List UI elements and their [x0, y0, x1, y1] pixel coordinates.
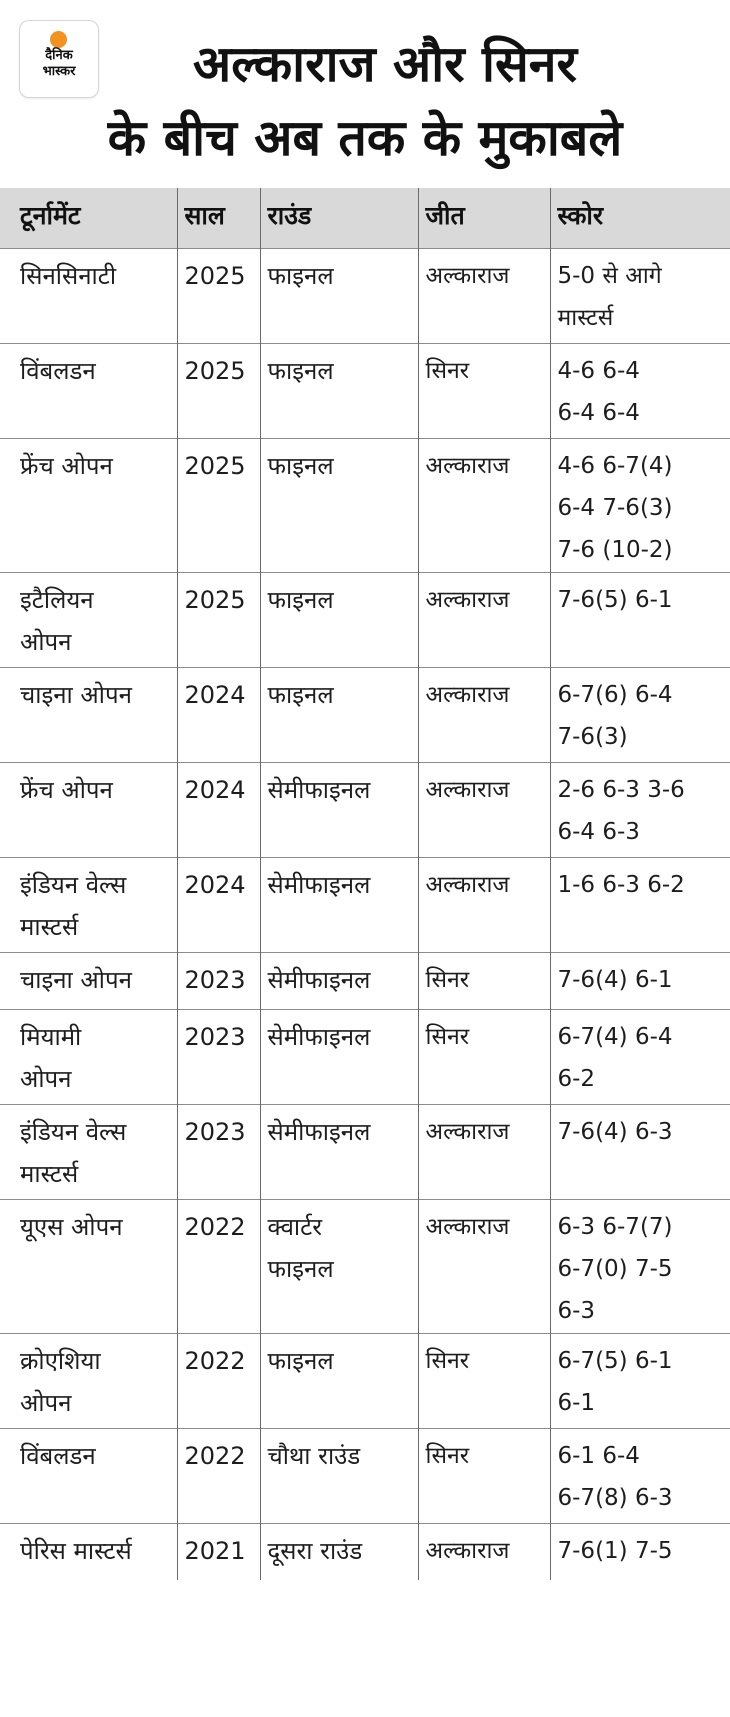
cell-year: 2022 — [177, 1199, 260, 1333]
cell-round-line: फाइनल — [267, 1346, 334, 1375]
cell-year: 2023 — [177, 1009, 260, 1104]
header-score: स्कोर — [550, 188, 730, 248]
cell-tournament-line: मियामी — [20, 1022, 82, 1051]
cell-tournament-line: ओपन — [20, 627, 72, 656]
cell-tournament — [0, 857, 177, 952]
cell-score — [550, 1523, 730, 1580]
cell-score-line: 6-3 6-7(7) — [557, 1213, 673, 1240]
cell-round — [260, 762, 418, 857]
cell-score-line: 7-6 (10-2) — [557, 536, 673, 563]
cell-round-line: चौथा राउंड — [267, 1441, 361, 1470]
cell-score-line: 7-6(1) 7-5 — [557, 1537, 673, 1564]
cell-tournament — [0, 248, 177, 343]
cell-round-line: क्वार्टर — [267, 1212, 323, 1241]
cell-round-line: दूसरा राउंड — [267, 1536, 363, 1565]
cell-year: 2025 — [177, 248, 260, 343]
cell-round — [260, 438, 418, 572]
table-row — [0, 1199, 730, 1333]
cell-tournament-line: विंबलडन — [20, 356, 96, 385]
cell-round — [260, 857, 418, 952]
cell-round — [260, 1428, 418, 1523]
cell-tournament-line: ओपन — [20, 1388, 72, 1417]
cell-round — [260, 1104, 418, 1199]
cell-winner: सिनर — [418, 343, 550, 438]
logo-text-line2: भास्कर — [42, 64, 76, 79]
cell-score-line: 6-1 6-4 — [557, 1442, 640, 1469]
table-body — [0, 248, 730, 1580]
cell-winner: सिनर — [418, 1009, 550, 1104]
cell-tournament-line: मास्टर्स — [20, 1159, 79, 1188]
table-row — [0, 1104, 730, 1199]
cell-round-line: फाइनल — [267, 261, 334, 290]
cell-score-line: 6-4 6-4 — [557, 399, 640, 426]
cell-round — [260, 1523, 418, 1580]
cell-round-line: फाइनल — [267, 585, 334, 614]
cell-round-line: फाइनल — [267, 451, 334, 480]
cell-score — [550, 343, 730, 438]
cell-score-line: 7-6(3) — [557, 723, 628, 750]
cell-score-line: 6-7(5) 6-1 — [557, 1347, 673, 1374]
page-title-line1: अल्काराज और सिनर — [193, 35, 577, 93]
cell-tournament — [0, 1333, 177, 1428]
cell-score-line: 6-4 6-3 — [557, 818, 640, 845]
cell-tournament — [0, 1523, 177, 1580]
cell-tournament-line: विंबलडन — [20, 1441, 96, 1470]
head-to-head-table — [0, 188, 730, 1580]
cell-tournament-line: सिनसिनाटी — [20, 261, 117, 290]
table-row — [0, 1428, 730, 1523]
cell-tournament — [0, 572, 177, 667]
cell-score-line: 6-7(8) 6-3 — [557, 1484, 673, 1511]
cell-tournament-line: मास्टर्स — [20, 912, 79, 941]
cell-round — [260, 1009, 418, 1104]
cell-round — [260, 343, 418, 438]
cell-year: 2024 — [177, 857, 260, 952]
cell-winner: सिनर — [418, 952, 550, 1009]
cell-round — [260, 952, 418, 1009]
cell-tournament-line: यूएस ओपन — [20, 1212, 123, 1241]
cell-score-line: 6-7(6) 6-4 — [557, 681, 673, 708]
cell-score-line: 1-6 6-3 6-2 — [557, 871, 685, 898]
cell-round-line: फाइनल — [267, 680, 334, 709]
cell-score-line: 7-6(5) 6-1 — [557, 586, 673, 613]
cell-round — [260, 572, 418, 667]
cell-score-line: 6-1 — [557, 1389, 596, 1416]
cell-winner: अल्काराज — [418, 1199, 550, 1333]
table-row — [0, 667, 730, 762]
header-year: साल — [177, 188, 260, 248]
cell-score-line: मास्टर्स — [557, 304, 614, 331]
cell-score-line: 6-3 — [557, 1297, 596, 1324]
cell-score-line: 4-6 6-4 — [557, 357, 640, 384]
cell-score — [550, 667, 730, 762]
cell-tournament — [0, 952, 177, 1009]
cell-tournament-line: ओपन — [20, 1064, 72, 1093]
cell-score-line: 6-4 7-6(3) — [557, 494, 673, 521]
cell-tournament — [0, 1009, 177, 1104]
cell-year: 2022 — [177, 1428, 260, 1523]
cell-year: 2024 — [177, 762, 260, 857]
cell-tournament — [0, 343, 177, 438]
cell-winner: सिनर — [418, 1333, 550, 1428]
cell-round-line: फाइनल — [267, 356, 334, 385]
cell-year: 2025 — [177, 438, 260, 572]
cell-tournament — [0, 1428, 177, 1523]
cell-tournament-line: फ्रेंच ओपन — [20, 451, 113, 480]
table-header-row — [0, 188, 730, 248]
logo-text-line1: दैनिक — [45, 48, 73, 63]
cell-round-line: सेमीफाइनल — [267, 1117, 371, 1146]
cell-tournament-line: इंडियन वेल्स — [20, 870, 127, 899]
table-row — [0, 857, 730, 952]
cell-winner: अल्काराज — [418, 438, 550, 572]
cell-score-line: 7-6(4) 6-1 — [557, 966, 673, 993]
cell-round-line: सेमीफाइनल — [267, 775, 371, 804]
header-winner: जीत — [418, 188, 550, 248]
header — [0, 0, 730, 188]
table-row — [0, 248, 730, 343]
cell-round-line: फाइनल — [267, 1254, 334, 1283]
cell-winner: अल्काराज — [418, 667, 550, 762]
cell-score — [550, 1199, 730, 1333]
table-row — [0, 1333, 730, 1428]
cell-score — [550, 572, 730, 667]
cell-score-line: 4-6 6-7(4) — [557, 452, 673, 479]
table-row — [0, 762, 730, 857]
page-title-line2: के बीच अब तक के मुकाबले — [107, 109, 623, 167]
cell-tournament — [0, 438, 177, 572]
cell-tournament-line: इंडियन वेल्स — [20, 1117, 127, 1146]
cell-score — [550, 248, 730, 343]
cell-score-line: 2-6 6-3 3-6 — [557, 776, 685, 803]
table-row — [0, 1523, 730, 1580]
cell-winner: अल्काराज — [418, 1523, 550, 1580]
cell-score — [550, 952, 730, 1009]
cell-winner: अल्काराज — [418, 1104, 550, 1199]
cell-score — [550, 438, 730, 572]
cell-round-line: सेमीफाइनल — [267, 1022, 371, 1051]
cell-year: 2023 — [177, 952, 260, 1009]
cell-score-line: 6-7(4) 6-4 — [557, 1023, 673, 1050]
cell-tournament — [0, 1199, 177, 1333]
cell-year: 2024 — [177, 667, 260, 762]
cell-year: 2023 — [177, 1104, 260, 1199]
cell-winner: अल्काराज — [418, 857, 550, 952]
cell-score-line: 7-6(4) 6-3 — [557, 1118, 673, 1145]
table-row — [0, 438, 730, 572]
cell-year: 2025 — [177, 572, 260, 667]
cell-tournament-line: फ्रेंच ओपन — [20, 775, 113, 804]
cell-score-line: 5-0 से आगे — [557, 262, 662, 289]
cell-year: 2025 — [177, 343, 260, 438]
cell-score-line: 6-7(0) 7-5 — [557, 1255, 673, 1282]
table-row — [0, 1009, 730, 1104]
cell-tournament-line: चाइना ओपन — [20, 965, 132, 994]
cell-score — [550, 762, 730, 857]
cell-tournament — [0, 667, 177, 762]
cell-winner: अल्काराज — [418, 572, 550, 667]
cell-tournament-line: चाइना ओपन — [20, 680, 132, 709]
cell-score-line: 6-2 — [557, 1065, 596, 1092]
header-round: राउंड — [260, 188, 418, 248]
cell-round — [260, 1199, 418, 1333]
cell-round — [260, 1333, 418, 1428]
cell-winner: अल्काराज — [418, 248, 550, 343]
cell-round-line: सेमीफाइनल — [267, 965, 371, 994]
cell-year: 2022 — [177, 1333, 260, 1428]
cell-score — [550, 857, 730, 952]
cell-tournament — [0, 762, 177, 857]
header-tournament: टूर्नामेंट — [0, 188, 177, 248]
cell-tournament-line: पेरिस मास्टर्स — [20, 1536, 132, 1565]
cell-tournament-line: इटैलियन — [20, 585, 94, 614]
table-row — [0, 572, 730, 667]
cell-winner: अल्काराज — [418, 762, 550, 857]
cell-round — [260, 667, 418, 762]
cell-winner: सिनर — [418, 1428, 550, 1523]
cell-year: 2021 — [177, 1523, 260, 1580]
cell-score — [550, 1009, 730, 1104]
table-row — [0, 952, 730, 1009]
cell-round — [260, 248, 418, 343]
cell-round-line: सेमीफाइनल — [267, 870, 371, 899]
cell-score — [550, 1428, 730, 1523]
cell-tournament-line: क्रोएशिया — [20, 1346, 101, 1375]
cell-tournament — [0, 1104, 177, 1199]
table-row — [0, 343, 730, 438]
cell-score — [550, 1104, 730, 1199]
cell-score — [550, 1333, 730, 1428]
